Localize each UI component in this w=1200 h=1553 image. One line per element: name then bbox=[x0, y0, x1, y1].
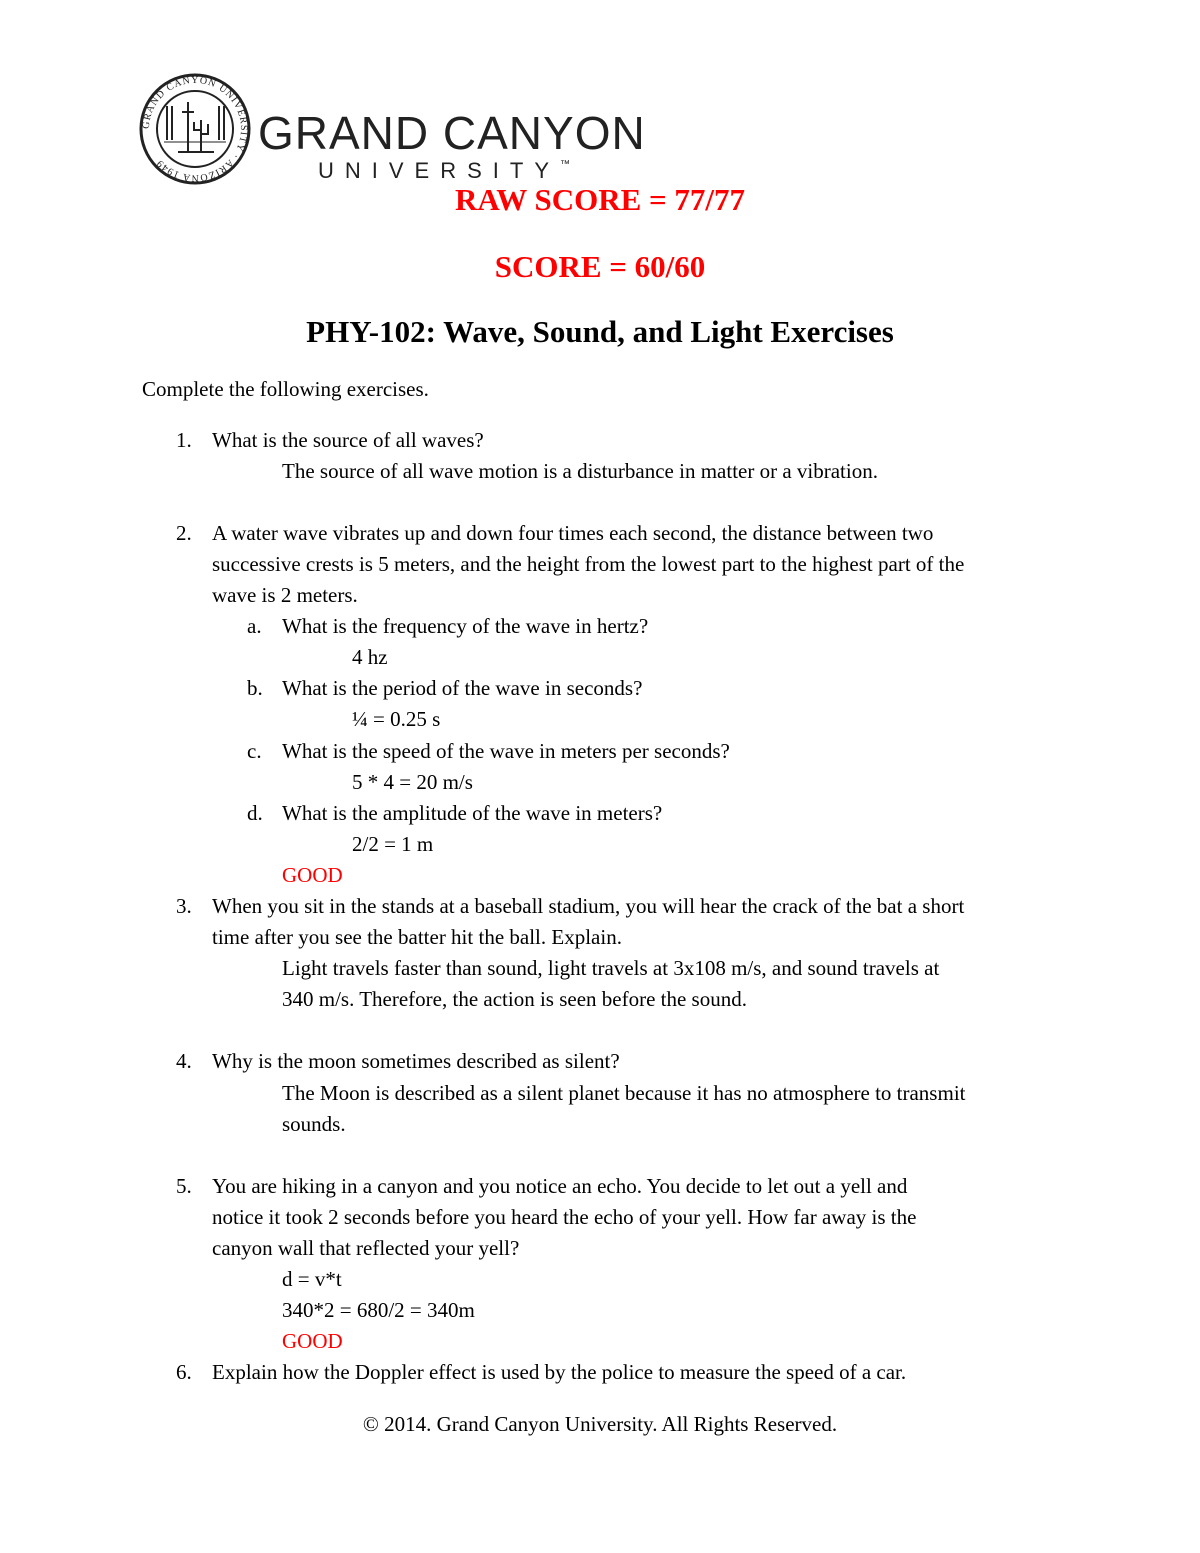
question-2-line: A water wave vibrates up and down four times each second, the distance between two bbox=[212, 521, 934, 545]
part-letter: c. bbox=[247, 739, 262, 763]
question-number: 6. bbox=[176, 1360, 192, 1384]
question-number: 5. bbox=[176, 1174, 192, 1198]
question-2-line: wave is 2 meters. bbox=[212, 583, 358, 607]
grade-comment: GOOD bbox=[282, 863, 343, 887]
question-1-text: What is the source of all waves? bbox=[212, 428, 484, 452]
question-2-line: successive crests is 5 meters, and the height from the lowest part to the highest part of the bbox=[212, 552, 965, 576]
score: SCORE = 60/60 bbox=[494, 249, 706, 284]
answer-4-line: sounds. bbox=[282, 1112, 346, 1136]
question-5-line: canyon wall that reflected your yell? bbox=[212, 1236, 520, 1260]
intro-text: Complete the following exercises. bbox=[142, 377, 429, 401]
part-letter: a. bbox=[247, 614, 262, 638]
grade-comment: GOOD bbox=[282, 1329, 343, 1353]
answer-3-line: 340 m/s. Therefore, the action is seen before the sound. bbox=[282, 987, 747, 1011]
answer-1-text: The source of all wave motion is a disturbance in matter or a vibration. bbox=[282, 459, 878, 483]
part-a-answer: 4 hz bbox=[352, 645, 388, 669]
copyright-footer: © 2014. Grand Canyon University. All Rights Reserved. bbox=[362, 1412, 838, 1436]
question-3-line: When you sit in the stands at a baseball stadium, you will hear the crack of the bat a short bbox=[212, 894, 965, 918]
part-c-question: What is the speed of the wave in meters per seconds? bbox=[282, 739, 730, 763]
part-d-question: What is the amplitude of the wave in meters? bbox=[282, 801, 663, 825]
part-letter: d. bbox=[247, 801, 263, 825]
question-3-line: time after you see the batter hit the ball. Explain. bbox=[212, 925, 622, 949]
part-d-answer: 2/2 = 1 m bbox=[352, 832, 434, 856]
question-number: 2. bbox=[176, 521, 192, 545]
wordmark-subtitle-text: UNIVERSITY bbox=[318, 158, 561, 183]
trademark-symbol: ™ bbox=[560, 159, 571, 170]
raw-score: RAW SCORE = 77/77 bbox=[454, 182, 746, 217]
part-a-question: What is the frequency of the wave in hertz? bbox=[282, 614, 649, 638]
answer-4-line: The Moon is described as a silent planet because it has no atmosphere to transmit bbox=[282, 1081, 966, 1105]
part-letter: b. bbox=[247, 676, 263, 700]
question-number: 3. bbox=[176, 894, 192, 918]
part-b-question: What is the period of the wave in seconds? bbox=[282, 676, 643, 700]
wordmark-subtitle bbox=[318, 160, 570, 182]
part-c-answer: 5 * 4 = 20 m/s bbox=[352, 770, 473, 794]
question-number: 4. bbox=[176, 1049, 192, 1073]
answer-3-line: Light travels faster than sound, light travels at 3x108 m/s, and sound travels at bbox=[282, 956, 940, 980]
question-5-line: notice it took 2 seconds before you heard the echo of your yell. How far away is the bbox=[212, 1205, 917, 1229]
question-4-text: Why is the moon sometimes described as silent? bbox=[212, 1049, 620, 1073]
question-number: 1. bbox=[176, 428, 192, 452]
seal-text: GRAND CANYON UNIVERSITY · ARIZONA 1949 bbox=[140, 74, 250, 184]
question-5-line: You are hiking in a canyon and you notice an echo. You decide to let out a yell and bbox=[212, 1174, 908, 1198]
answer-5-line: d = v*t bbox=[282, 1267, 342, 1291]
university-seal-icon bbox=[138, 72, 252, 186]
question-6-text: Explain how the Doppler effect is used by the police to measure the speed of a car. bbox=[212, 1360, 907, 1384]
page-title: PHY-102: Wave, Sound, and Light Exercises bbox=[306, 314, 894, 349]
part-b-answer: ¼ = 0.25 s bbox=[352, 707, 441, 731]
wordmark-title: GRAND CANYON bbox=[258, 107, 646, 159]
answer-5-line: 340*2 = 680/2 = 340m bbox=[282, 1298, 475, 1322]
